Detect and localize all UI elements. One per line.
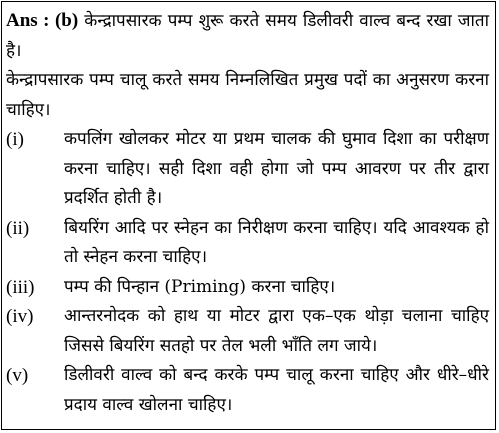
step-text: डिलीवरी वाल्व को बन्द करके पम्प चालू करना चाहिए और धीरे–धीरे प्रदाय वाल्व खोलना चाहिए।: [64, 365, 489, 415]
step-text: कपलिंग खोलकर मोटर या प्रथम चालक की घुमाव दिशा का परीक्षण करना चाहिए। सही दिशा वही होगा जो पम्प आवरण पर तीर द्वारा प्रदर्शित होती है।: [64, 129, 489, 208]
step-text: पम्प की पिन्हान (Priming) करना चाहिए।: [64, 276, 336, 297]
step-item: [6, 214, 489, 273]
answer-statement: [6, 6, 489, 66]
answer-text: केन्द्रापसारक पम्प शुरू करते समय डिलीवरी वाल्व बन्द रखा जाता है।: [6, 11, 489, 61]
step-text: बियरिंग आदि पर स्नेहन का निरीक्षण करना चाहिए। यदि आवश्यक हो तो स्नेहन करना चाहिए।: [64, 217, 489, 267]
step-number: (ii): [6, 217, 30, 239]
step-item: [6, 302, 489, 361]
steps-list: [6, 125, 489, 420]
step-item: [6, 273, 489, 303]
step-number: (iv): [6, 306, 34, 327]
step-number: (i): [6, 129, 24, 150]
intro-text: केन्द्रापसारक पम्प चालू करते समय निम्नलिखित प्रमुख पदों का अनुसरण करना चाहिए।: [6, 70, 489, 120]
step-text: आन्तरनोदक को हाथ या मोटर द्वारा एक–एक थोड़ा चलाना चाहिए जिससे बियरिंग सतहो पर तेल भली भाँति लग जाये।: [64, 306, 489, 356]
answer-box: [1, 1, 496, 430]
step-number: (v): [6, 365, 29, 386]
step-item: [6, 125, 489, 214]
answer-label: Ans : (b): [6, 10, 79, 31]
step-item: [6, 361, 489, 420]
step-number: (iii): [6, 276, 35, 298]
